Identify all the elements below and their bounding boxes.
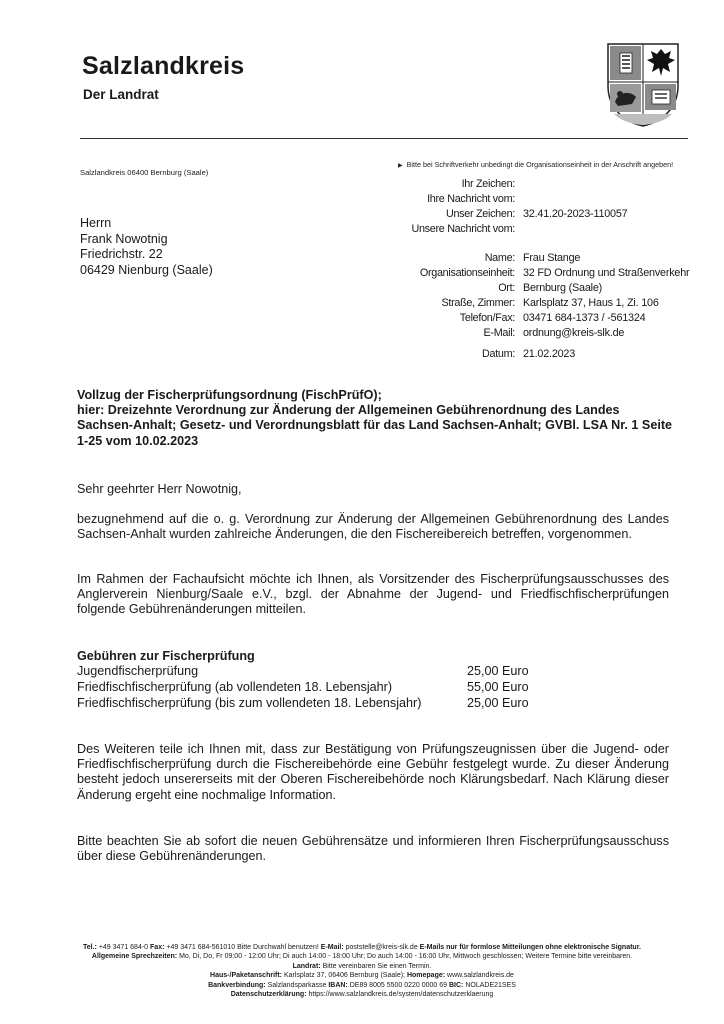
recipient-name: Frank Nowotnig <box>80 231 168 246</box>
info-label: E-Mail: <box>483 327 515 339</box>
footer-label: Bankverbindung: <box>208 981 266 989</box>
fee-row <box>77 696 547 711</box>
correspondence-notice-text: Bitte bei Schriftverkehr unbedingt die Organisationseinheit in der Anschrift angeben! <box>406 160 674 169</box>
footer-contact-line <box>40 943 684 952</box>
footer-iban: DE89 8005 5500 0220 0000 69 <box>349 981 448 989</box>
footer-privacy-link[interactable]: https://www.salzlandkreis.de/system/datenschutzerklaerung <box>308 991 494 999</box>
footer-hours-line <box>40 952 684 961</box>
footer-label: Tel.: <box>83 944 97 951</box>
fee-row <box>77 680 547 695</box>
footer-landrat: Bitte vereinbaren Sie einen Termin. <box>322 962 432 970</box>
footer-label: Homepage: <box>406 972 446 980</box>
footer-bank: Salzlandsparkasse <box>267 981 327 989</box>
triangle-right-icon: ▶ <box>398 163 403 169</box>
fee-name: Friedfischfischerprüfung (bis zum vollendeten 18. Lebensjahr) <box>77 696 422 710</box>
footer-label: Landrat: <box>292 962 321 970</box>
info-value: ordnung@kreis-slk.de <box>523 327 625 339</box>
subject-line-1: Vollzug der Fischerprüfungsordnung (FischPrüfO); <box>77 388 382 402</box>
recipient-address <box>80 216 213 278</box>
footer-label: BIC: <box>448 981 464 989</box>
footer-email[interactable]: poststelle@kreis-slk.de <box>345 944 418 951</box>
info-label: Telefon/Fax: <box>459 312 515 324</box>
fee-amount: 25,00 Euro <box>467 664 529 678</box>
footer-label: Allgemeine Sprechzeiten: <box>91 953 178 961</box>
info-label: Datum: <box>482 348 515 360</box>
info-row <box>340 327 680 342</box>
info-label: Unser Zeichen: <box>445 208 515 220</box>
info-value: 03471 684-1373 / -561324 <box>523 312 646 324</box>
info-value: Karlsplatz 37, Haus 1, Zi. 106 <box>523 297 659 309</box>
header-divider <box>80 138 688 139</box>
footer-label: Datenschutzerklärung: <box>230 991 307 999</box>
info-value: 21.02.2023 <box>523 348 576 360</box>
info-label: Ort: <box>498 282 515 294</box>
footer-phone: +49 3471 684-0 <box>98 944 149 951</box>
footer-email-note: E-Mails nur für formlose Mitteilungen ohne elektronische Signatur. <box>419 944 641 951</box>
info-label: Unsere Nachricht vom: <box>411 223 515 235</box>
org-subtitle: Der Landrat <box>83 87 159 102</box>
info-row <box>340 297 680 312</box>
info-row <box>340 282 680 297</box>
footer-address-line <box>40 971 684 980</box>
footer-address: Karlsplatz 37, 06406 Bernburg (Saale); <box>283 972 405 980</box>
footer-label: Fax: <box>150 944 165 951</box>
footer-bic: NOLADE21SES <box>465 981 516 989</box>
subject-line-2: hier: Dreizehnte Verordnung zur Änderung der Allgemeinen Gebührenordnung des Landes Sachsen-Anhalt; Gesetz- und Verordnungsblatt für das Land Sachsen-Anhalt; GVBl. LSA Nr. 1 Seite 1-25 vom 10.02.2023 <box>77 403 673 448</box>
footer-bank-line <box>40 981 684 990</box>
info-row <box>340 178 680 193</box>
info-value: 32 FD Ordnung und Straßenverkehr <box>523 267 690 279</box>
info-label: Name: <box>484 252 515 264</box>
recipient-salutation: Herrn <box>80 216 112 230</box>
info-row <box>340 252 680 267</box>
footer-homepage-link[interactable]: www.salzlandkreis.de <box>447 972 514 980</box>
info-row-date <box>340 348 680 363</box>
letter-footer <box>40 943 684 999</box>
info-label: Ihr Zeichen: <box>461 178 515 190</box>
footer-landrat-line <box>40 962 684 971</box>
info-label: Straße, Zimmer: <box>441 297 515 309</box>
fee-amount: 55,00 Euro <box>467 680 529 694</box>
info-value: Frau Stange <box>523 252 581 264</box>
footer-label: Haus-/Paketanschrift: <box>210 972 283 980</box>
info-value: Bernburg (Saale) <box>523 282 603 294</box>
footer-label: IBAN: <box>328 981 348 989</box>
info-label: Ihre Nachricht vom: <box>427 193 515 205</box>
info-row <box>340 208 680 223</box>
recipient-city: 06429 Nienburg (Saale) <box>80 262 213 277</box>
paragraph: bezugnehmend auf die o. g. Verordnung zur Änderung der Allgemeinen Gebührenordnung des Landes Sachsen-Anhalt wurden zahlreiche Änderungen, die den Fischereibereich betreffen, vorgenommen. <box>77 512 669 542</box>
info-row <box>340 223 680 238</box>
coat-of-arms-icon <box>606 42 680 128</box>
info-row <box>340 267 690 282</box>
letter-subject <box>77 388 677 449</box>
info-row <box>340 312 680 327</box>
org-name: Salzlandkreis <box>82 52 245 80</box>
fee-amount: 25,00 Euro <box>467 696 529 710</box>
correspondence-notice <box>398 160 673 169</box>
paragraph: Im Rahmen der Fachaufsicht möchte ich Ihnen, als Vorsitzender des Fischerprüfungsausschusses des Anglerverein Nienburg/Saale e.V., bzgl. der Abnahme der Jugend- und Friedfischfischerprüfungen folgende Gebührenänderungen mitteilen. <box>77 572 669 617</box>
footer-privacy-line <box>40 990 684 999</box>
footer-hours: Mo, Di, Do, Fr 09:00 - 12:00 Uhr; Di auch 14:00 - 18:00 Uhr; Do auch 14:00 - 16:00 Uhr, Mittwoch geschlossen; Weitere Termine bitte vereinbaren. <box>179 953 633 961</box>
info-row <box>340 193 680 208</box>
salutation: Sehr geehrter Herr Nowotnig, <box>77 482 242 496</box>
info-value: 32.41.20-2023-110057 <box>523 208 628 220</box>
footer-label: E-Mail: <box>320 944 344 951</box>
footer-durchwahl-note: Bitte Durchwahl benutzen! <box>237 944 319 951</box>
recipient-street: Friedrichstr. 22 <box>80 247 163 261</box>
paragraph: Des Weiteren teile ich Ihnen mit, dass zur Bestätigung von Prüfungszeugnissen über die Jugend- oder Friedfischfischerprüfung durch die Fischereibehörde eine Gebühr festgelegt wurde. Zu dieser Änderung besteht jedoch unsererseits mit der Oberen Fischereibehörde noch Klärungsbedarf. Nach Klärung dieser Änderung ergeht eine nochmalige Information. <box>77 742 669 802</box>
paragraph: Bitte beachten Sie ab sofort die neuen Gebührensätze und informieren Ihren Fischerprüfungsausschuss über diese Gebührenänderungen. <box>77 834 669 864</box>
fees-heading: Gebühren zur Fischerprüfung <box>77 649 255 663</box>
return-address: Salzlandkreis 06400 Bernburg (Saale) <box>80 168 209 177</box>
fee-name: Friedfischfischerprüfung (ab vollendeten 18. Lebensjahr) <box>77 680 393 694</box>
info-label: Organisationseinheit: <box>419 267 515 279</box>
fee-name: Jugendfischerprüfung <box>77 664 199 678</box>
fee-row <box>77 664 547 679</box>
footer-fax: +49 3471 684-561010 <box>166 944 236 951</box>
